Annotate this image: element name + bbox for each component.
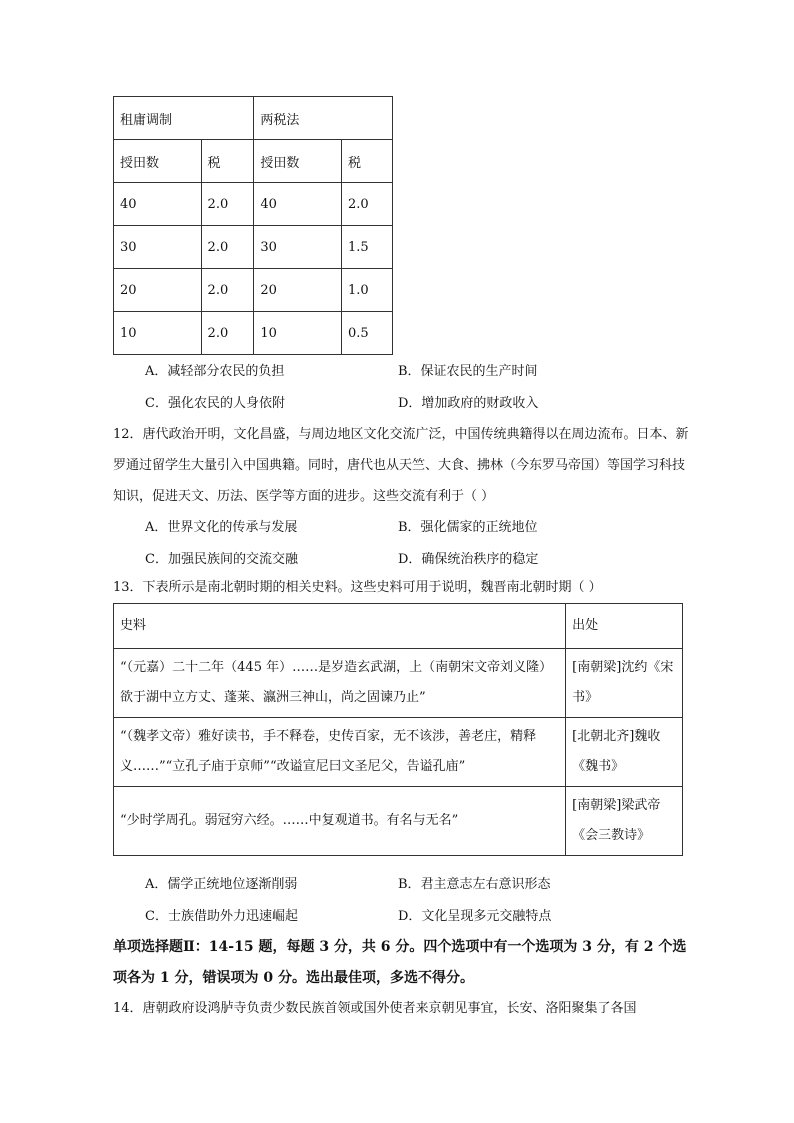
table-cell: 30 [254,226,342,269]
table-cell: 2.0 [201,269,254,312]
table-row [114,649,683,718]
table-row [114,183,393,226]
q13-option-d: D．文化呈现多元交融特点 [398,909,552,924]
source-origin: [北朝北齐]魏收《魏书》 [566,718,683,787]
header-origin: 出处 [566,604,683,649]
question-13-text: 13．下表所示是南北朝时期的相关史料。这些史料可用于说明，魏晋南北朝时期（ ） [113,580,602,595]
q12-option-b: B．强化儒家的正统地位 [398,520,538,535]
q12-option-c: C．加强民族间的交流交融 [145,552,298,567]
table-cell: 1.0 [341,269,392,312]
subheader-cell: 税 [201,140,254,183]
table-cell: 2.0 [201,226,254,269]
subheader-cell: 授田数 [114,140,202,183]
q13-option-a: A．儒学正统地位逐渐削弱 [145,877,298,892]
source-origin: [南朝梁]沈约《宋书》 [566,649,683,718]
source-origin: [南朝梁]梁武帝《会三教诗》 [566,787,683,856]
question-14-text: 14．唐朝政府设鸿胪寺负责少数民族首领或国外使者来京朝见事宜，长安、洛阳聚集了各国 [113,1001,637,1016]
q11-option-a: A．减轻部分农民的负担 [145,364,285,379]
table-cell: 20 [114,269,202,312]
question-12-text: 12．唐代政治开明，文化昌盛，与周边地区文化交流广泛，中国传统典籍得以在周边流布。日本、新罗通过留学生大量引入中国典籍。同时，唐代也从天竺、大食、拂林（今东罗马帝国）等国学习科技知识，促进天文、历法、医学等方面的进步。这些交流有利于（ ） [113,427,689,504]
table-cell: 0.5 [341,312,392,355]
table-cell: 20 [254,269,342,312]
q12-option-d: D．确保统治秩序的稳定 [398,552,539,567]
table-row [114,269,393,312]
historical-sources-table [113,603,683,856]
source-text: “少时学周孔。弱冠穷六经。……中复观道书。有名与无名” [114,787,566,856]
tax-comparison-table [113,96,393,355]
table-row [114,787,683,856]
table-row [114,718,683,787]
source-text: “（魏孝文帝）雅好读书，手不释卷，史传百家，无不该涉，善老庄，精释义……”“立孔子庙于京师”“改谥宣尼曰文圣尼父，告谥孔庙” [114,718,566,787]
table-cell: 30 [114,226,202,269]
table-cell: 10 [254,312,342,355]
table-cell: 2.0 [201,183,254,226]
section-2-instructions: 单项选择题Ⅱ：14-15 题，每题 3 分，共 6 分。四个选项中有一个选项为 3 分，有 2 个选项各为 1 分，错误项为 0 分。选出最佳项，多选不得分。 [113,939,687,986]
subheader-cell: 授田数 [254,140,342,183]
source-text: “（元嘉）二十二年（445 年）……是岁造玄武湖，上（南朝宋文帝刘义隆）欲于湖中立方丈、蓬莱、瀛洲三神山，尚之固谏乃止” [114,649,566,718]
table-cell: 2.0 [341,183,392,226]
q11-option-d: D．增加政府的财政收入 [398,396,539,411]
table-cell: 2.0 [201,312,254,355]
header-zuyongdiao: 租庸调制 [114,97,254,140]
table-subheader-row [114,140,393,183]
q13-option-b: B．君主意志左右意识形态 [398,877,551,892]
header-source: 史料 [114,604,566,649]
q11-option-b: B．保证农民的生产时间 [398,364,538,379]
table-cell: 10 [114,312,202,355]
table-cell: 40 [254,183,342,226]
q11-option-c: C．强化农民的人身依附 [145,396,285,411]
table-header-row [114,97,393,140]
q13-option-c: C．士族借助外力迅速崛起 [145,909,298,924]
subheader-cell: 税 [341,140,392,183]
table-header-row [114,604,683,649]
table-row [114,226,393,269]
header-liangshuifa: 两税法 [254,97,393,140]
table-cell: 40 [114,183,202,226]
table-row [114,312,393,355]
table-cell: 1.5 [341,226,392,269]
q12-option-a: A．世界文化的传承与发展 [145,520,298,535]
